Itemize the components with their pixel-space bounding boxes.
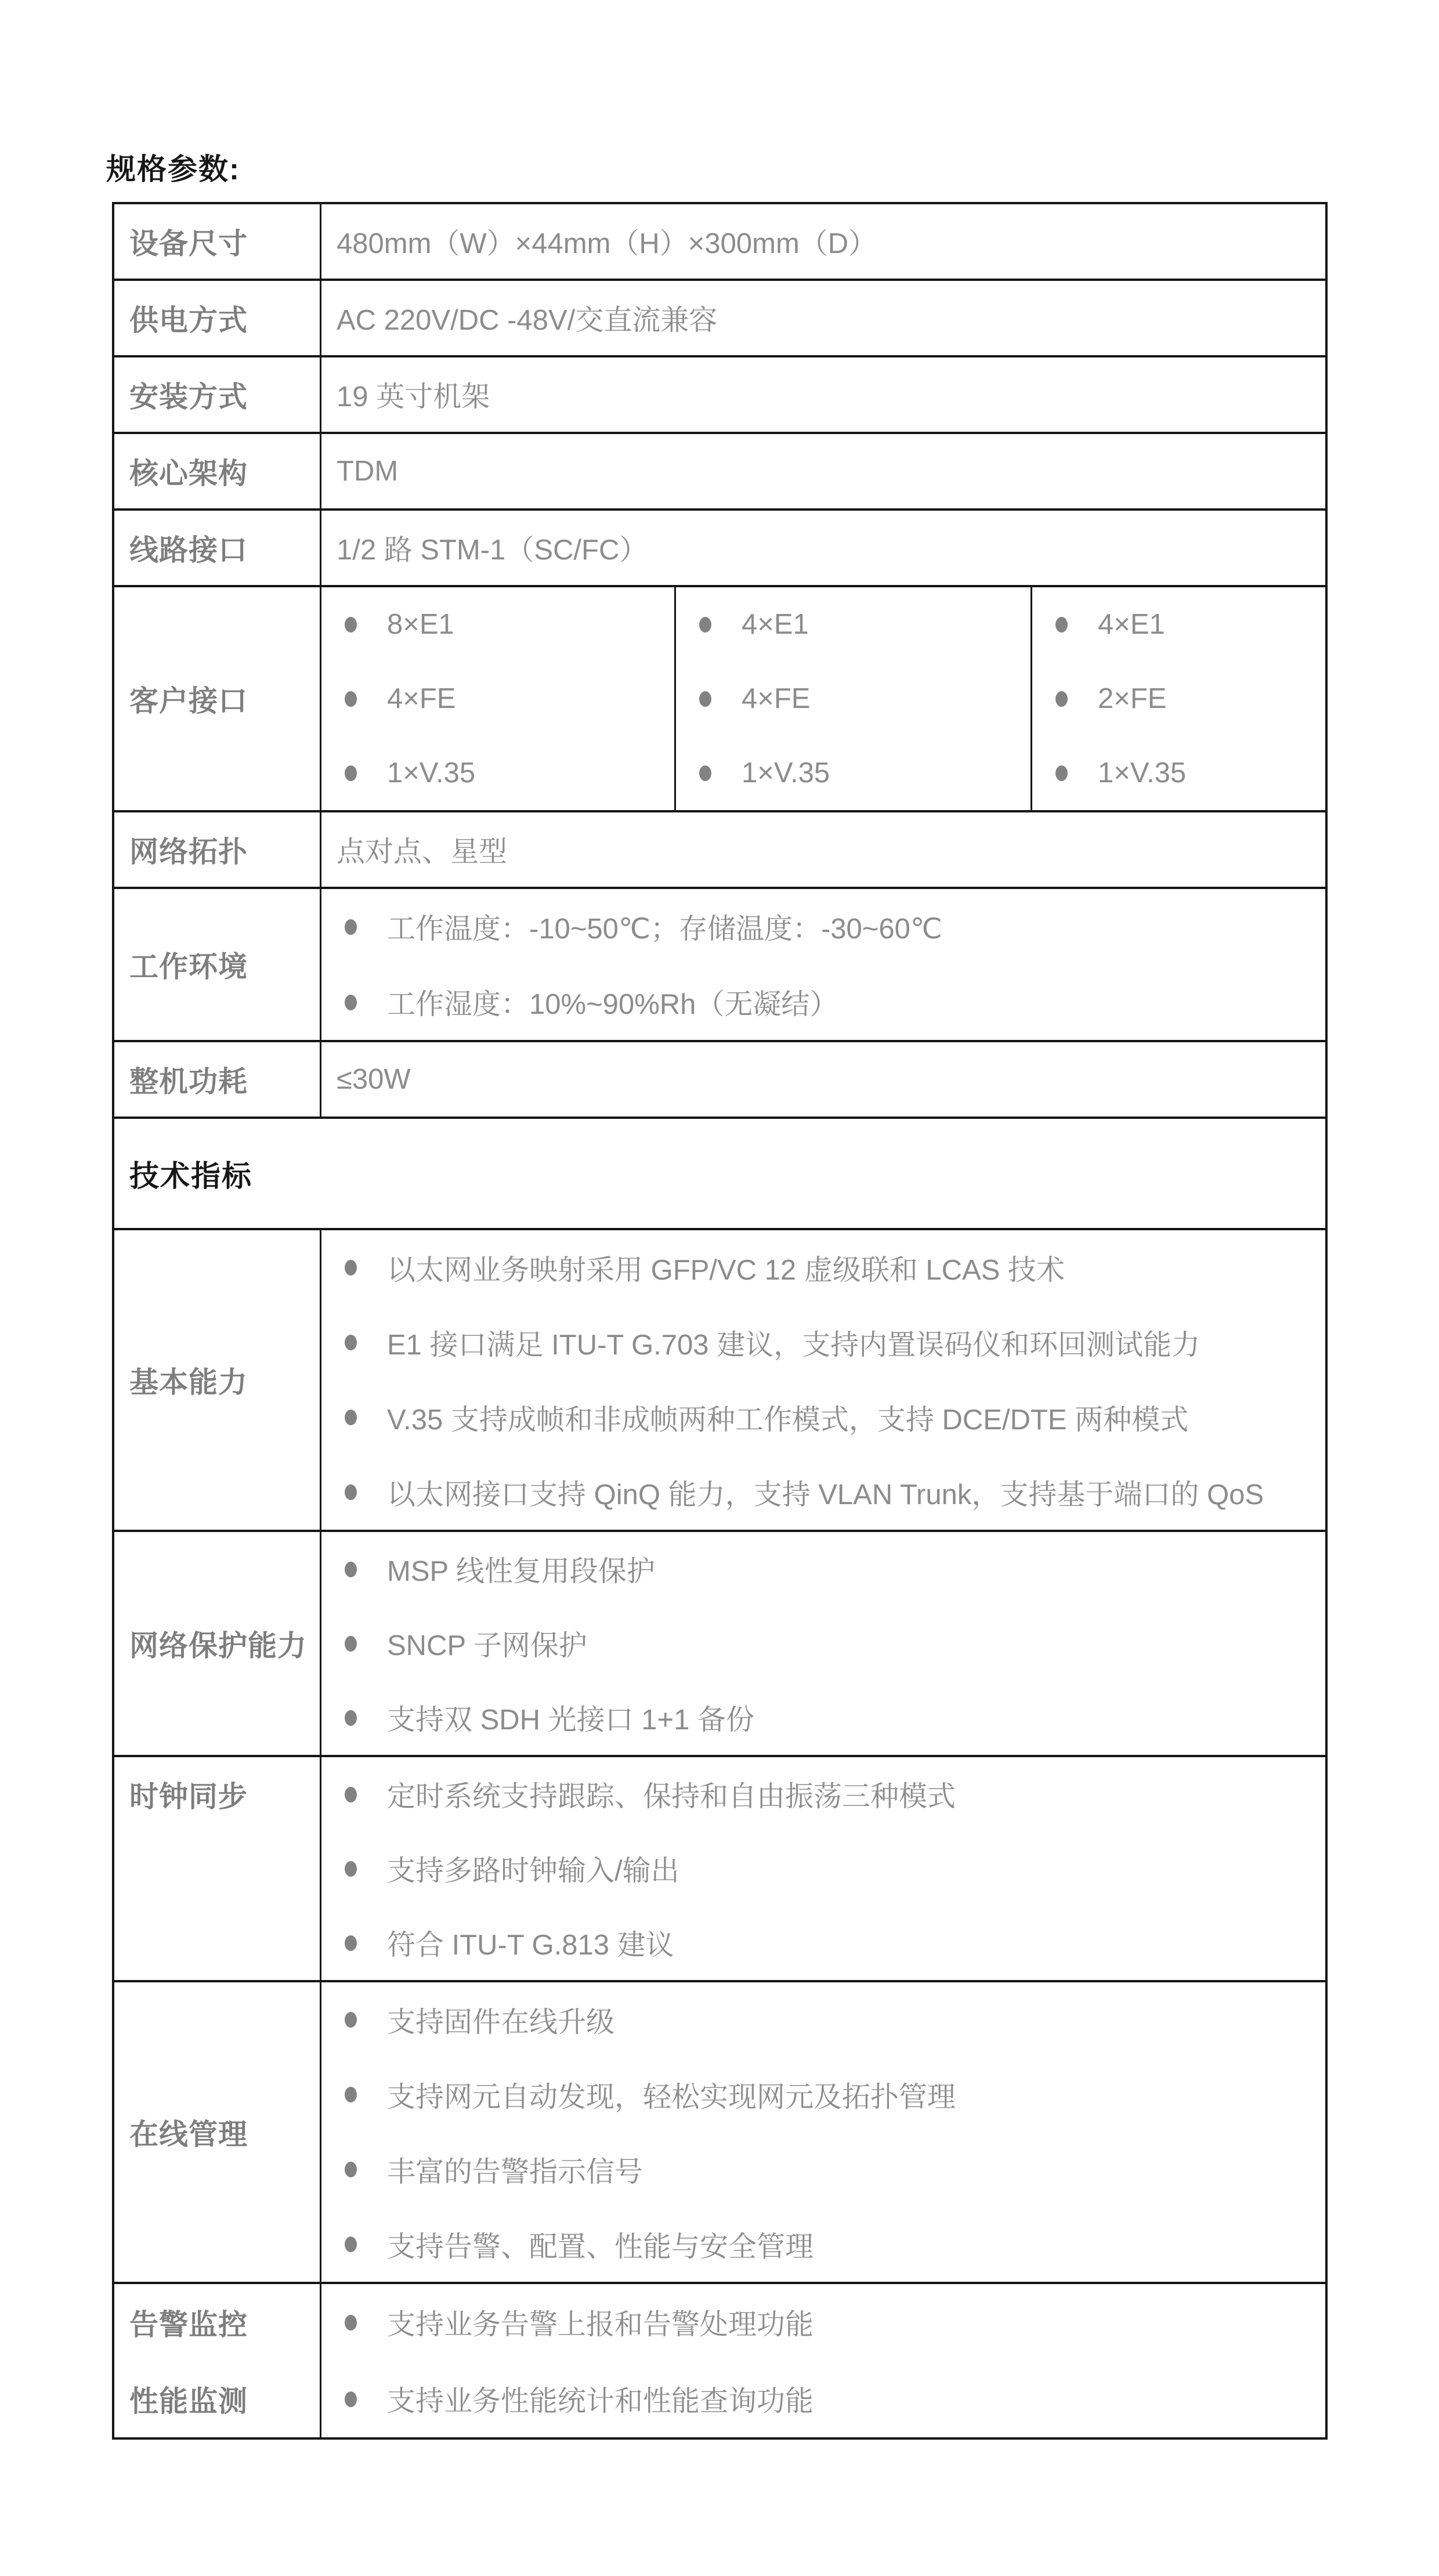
bullet-icon [345,2087,357,2102]
row-label [114,587,321,810]
row-label [114,1982,321,2282]
bullet-item-text: 1×V.35 [387,757,476,789]
row-label [114,1042,321,1117]
bullet-item [321,662,674,736]
row-label-text: 设备尺寸 [129,227,248,260]
row-label-text [114,1906,320,1980]
bullet-icon [345,995,357,1010]
bullet-list [321,1757,1325,1980]
bullet-icon [345,691,357,707]
bullet-item [321,1305,1325,1380]
row-label [114,1230,321,1530]
row-label-text: 告警监控 [129,2308,248,2341]
row-label [114,281,321,355]
table-row [114,2284,1325,2437]
bullet-item-text: 工作温度：-10~50℃；存储温度：-30~60℃ [387,913,942,945]
bullet-item [1032,587,1325,662]
table-row [114,889,1325,1042]
row-value: 点对点、星型 [337,836,508,868]
client-interface-column [1032,587,1325,810]
row-value: 480mm（W）×44mm（H）×300mm（D） [337,228,877,259]
row-value [321,1757,1325,1980]
row-label [114,511,321,585]
row-label [114,434,321,508]
bullet-item [321,1230,1325,1305]
row-label [114,1532,321,1755]
row-label [114,812,321,887]
bullet-item [321,1681,1325,1755]
table-row [114,1042,1325,1119]
bullet-icon [345,1861,357,1877]
bullet-item-text: 4×E1 [742,609,809,640]
bullet-item-text: 支持网元自动发现，轻松实现网元及拓扑管理 [387,2081,956,2113]
table-row [114,1982,1325,2284]
table-row [114,1532,1325,1757]
table-row [114,511,1325,587]
bullet-item-text: 以太网接口支持 QinQ 能力，支持 VLAN Trunk，支持基于端口的 QoS [387,1479,1264,1511]
bullet-icon [345,617,357,633]
page-title: 规格参数: [106,153,240,186]
bullet-list [321,1230,1325,1530]
bullet-item [321,1455,1325,1530]
bullet-item [321,1606,1325,1681]
bullet-item [1032,662,1325,736]
row-label-text: 网络拓扑 [129,836,248,868]
row-value [321,889,1325,1040]
bullet-icon [345,2237,357,2252]
bullet-item [321,2057,1325,2132]
row-label-text: 性能监测 [129,2385,248,2418]
bullet-item [321,1982,1325,2057]
bullet-item-text: E1 接口满足 ITU-T G.703 建议，支持内置误码仪和环回测试能力 [387,1329,1201,1361]
bullet-icon [699,691,711,707]
table-row [114,357,1325,434]
spec-table [112,202,1328,2440]
bullet-item-text: 1×V.35 [742,757,830,789]
bullet-icon [345,919,357,935]
bullet-item [321,2207,1325,2282]
bullet-item-text: SNCP 子网保护 [387,1630,587,1661]
bullet-item-text: 符合 ITU-T G.813 建议 [387,1930,674,1961]
bullet-item-text: 8×E1 [387,609,454,640]
bullet-item-text: 4×FE [742,683,811,714]
bullet-icon [345,1484,357,1500]
bullet-item-text: MSP 线性复用段保护 [387,1556,655,1587]
row-value [321,587,1325,810]
bullet-item [676,587,1031,662]
bullet-icon [345,765,357,781]
row-label-text: 时钟同步 [129,1780,248,1813]
row-label-text: 客户接口 [129,685,248,717]
bullet-icon [345,1710,357,1726]
bullet-item [321,2132,1325,2207]
bullet-item-text: V.35 支持成帧和非成帧两种工作模式，支持 DCE/DTE 两种模式 [387,1404,1189,1436]
bullet-item-text: 支持业务告警上报和告警处理功能 [387,2309,814,2340]
bullet-icon [345,1410,357,1425]
bullet-item-text: 支持固件在线升级 [387,2006,615,2038]
table-row [114,204,1325,281]
table-row [114,1757,1325,1982]
bullet-icon [1055,691,1068,707]
bullet-item-text: 支持告警、配置、性能与安全管理 [387,2231,814,2263]
bullet-item-text: 支持双 SDH 光接口 1+1 备份 [387,1704,755,1736]
bullet-item [321,889,1325,964]
row-label-text: 整机功耗 [129,1065,248,1098]
bullet-item-text: 以太网业务映射采用 GFP/VC 12 虚级联和 LCAS 技术 [387,1254,1065,1286]
client-interface-column [321,587,676,810]
row-label-text: 安装方式 [129,381,248,413]
bullet-icon [345,1260,357,1276]
table-row [114,434,1325,511]
table-row [114,281,1325,357]
row-value: ≤30W [337,1064,411,1095]
bullet-item [321,1380,1325,1455]
bullet-item-text: 支持业务性能统计和性能查询功能 [387,2386,814,2417]
client-interface-column [676,587,1032,810]
bullet-item-text: 1×V.35 [1098,757,1187,789]
row-label-text: 线路接口 [129,534,248,566]
bullet-item-text: 4×E1 [1098,609,1165,640]
row-value [321,2284,1325,2437]
table-row [114,1119,1325,1230]
bullet-list [1032,587,1325,810]
table-row [114,587,1325,812]
bullet-item-text: 丰富的告警指示信号 [387,2156,643,2188]
section-title: 技术指标 [129,1159,253,1193]
row-value: TDM [337,456,399,487]
bullet-item [321,1757,1325,1831]
row-value [321,1532,1325,1755]
row-label [114,357,321,432]
bullet-icon [1055,617,1068,633]
bullet-icon [1055,765,1068,781]
bullet-item [321,1906,1325,1980]
row-label-text: 供电方式 [129,304,248,337]
bullet-item-text: 4×FE [387,683,456,714]
bullet-icon [345,2315,357,2331]
bullet-item [1032,736,1325,810]
bullet-icon [345,1335,357,1350]
bullet-icon [345,2012,357,2028]
bullet-icon [699,765,711,781]
table-row [114,1230,1325,1532]
row-value: 1/2 路 STM-1（SC/FC） [337,534,648,566]
row-value [321,1230,1325,1530]
bullet-item-text: 定时系统支持跟踪、保持和自由振荡三种模式 [387,1781,956,1812]
bullet-item-text: 支持多路时钟输入/输出 [387,1855,679,1887]
bullet-list [321,2284,1325,2437]
bullet-list [321,889,1325,1040]
bullet-icon [345,1787,357,1802]
row-label [114,1757,321,1980]
row-label [114,889,321,1040]
bullet-icon [345,1562,357,1577]
bullet-item [321,736,674,810]
bullet-icon [345,2162,357,2177]
table-row [114,812,1325,889]
bullet-icon [345,2391,357,2407]
bullet-item-text: 2×FE [1098,683,1167,714]
row-label [114,204,321,279]
bullet-list [321,1532,1325,1755]
row-label-text: 工作环境 [129,951,248,983]
bullet-item [321,2284,1325,2361]
row-value [321,1982,1325,2282]
bullet-item [321,1831,1325,1906]
bullet-list [676,587,1031,810]
bullet-list [321,587,674,810]
row-value: 19 英寸机架 [337,381,490,413]
bullet-item [321,2361,1325,2437]
bullet-item [321,964,1325,1040]
row-label-text: 网络保护能力 [129,1630,307,1662]
bullet-icon [345,1935,357,1951]
bullet-icon [699,617,711,633]
bullet-item [321,587,674,662]
bullet-item [321,1532,1325,1606]
bullet-list [321,1982,1325,2282]
row-value: AC 220V/DC -48V/交直流兼容 [337,305,718,336]
row-label-text: 在线管理 [129,2118,248,2151]
row-label-text: 基本能力 [129,1366,248,1399]
bullet-item-text: 工作湿度：10%~90%Rh（无凝结） [387,989,838,1020]
row-label-text [114,1831,320,1906]
bullet-item [676,662,1031,736]
row-label [114,2284,321,2437]
bullet-item [676,736,1031,810]
bullet-icon [345,1636,357,1652]
row-label-text: 核心架构 [129,457,248,490]
